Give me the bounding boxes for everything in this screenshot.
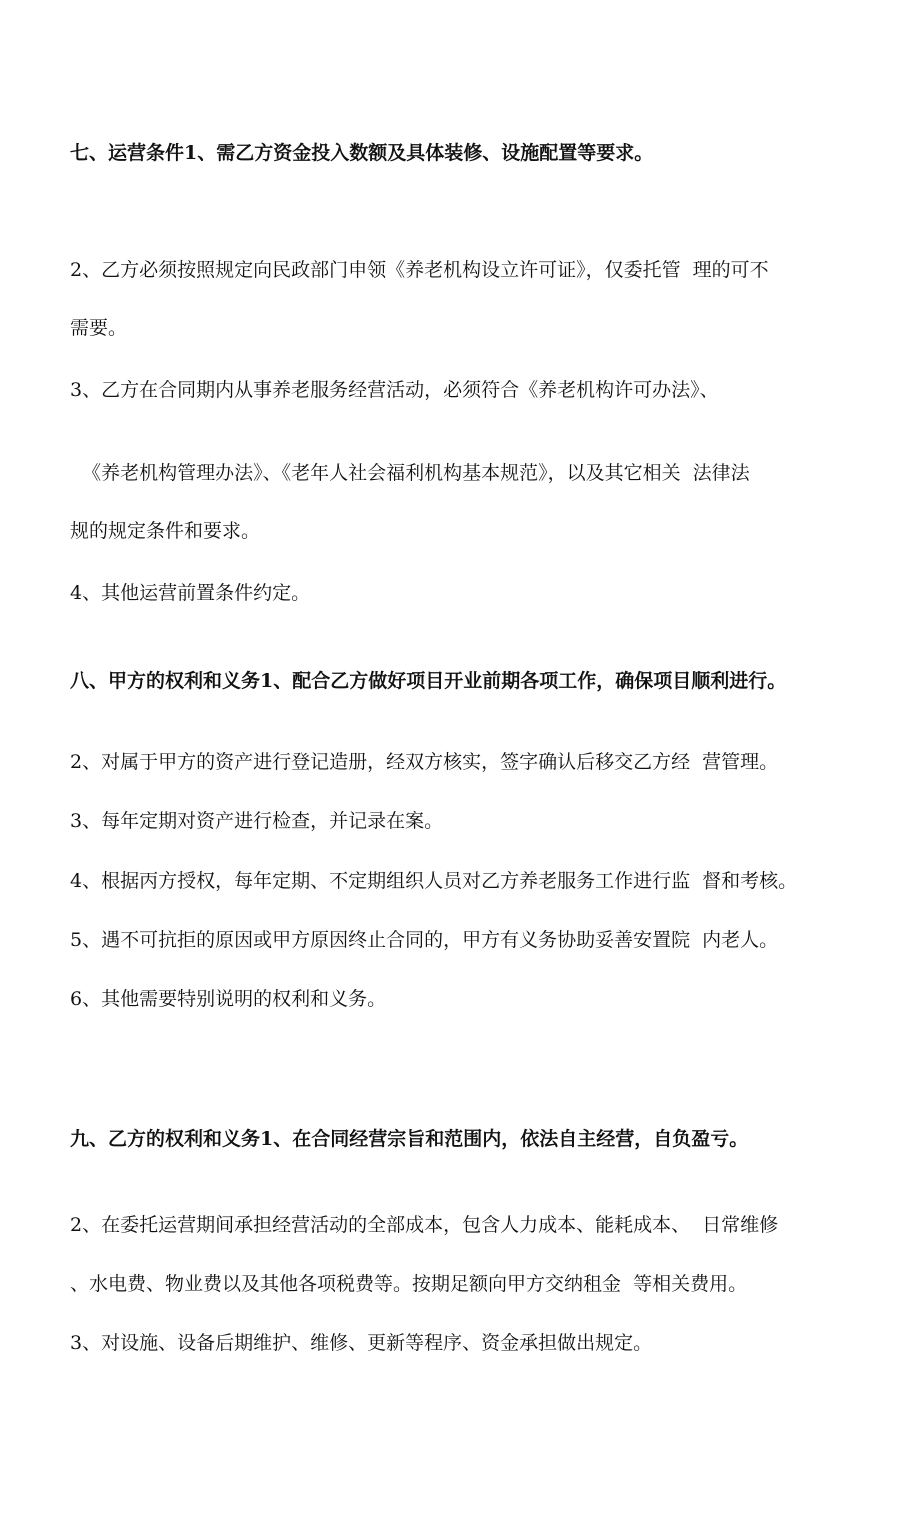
- section-9-item-2-line-2: 、水电费、物业费以及其他各项税费等。按期足额向甲方交纳租金 等相关费用。: [70, 1273, 748, 1295]
- section-9-item-3: 3、对设施、设备后期维护、维修、更新等程序、资金承担做出规定。: [70, 1332, 653, 1354]
- section-7-item-3-line-1: 3、乙方在合同期内从事养老服务经营活动，必须符合《养老机构许可办法》、: [70, 379, 719, 401]
- section-9-heading: 九、乙方的权利和义务1、在合同经营宗旨和范围内，依法自主经营，自负盈亏。: [70, 1128, 749, 1150]
- section-9-item-2-line-1: 2、在委托运营期间承担经营活动的全部成本，包含人力成本、能耗成本、 日常维修: [70, 1214, 779, 1236]
- section-8-item-4: 4、根据丙方授权，每年定期、不定期组织人员对乙方养老服务工作进行监 督和考核。: [70, 870, 798, 892]
- section-7-heading: 七、运营条件1、需乙方资金投入数额及具体装修、设施配置等要求。: [70, 142, 654, 164]
- section-8-item-5: 5、遇不可抗拒的原因或甲方原因终止合同的，甲方有义务协助妥善安置院 内老人。: [70, 929, 779, 951]
- section-8-heading: 八、甲方的权利和义务1、配合乙方做好项目开业前期各项工作，确保项目顺利进行。: [70, 670, 787, 692]
- section-7-item-2-line-2: 需要。: [70, 317, 128, 339]
- section-7-item-3-line-3: 规的规定条件和要求。: [70, 520, 261, 542]
- section-8-item-3: 3、每年定期对资产进行检查，并记录在案。: [70, 810, 444, 832]
- section-8-item-6: 6、其他需要特别说明的权利和义务。: [70, 988, 387, 1010]
- section-7-item-3-line-2: 《养老机构管理办法》、《老年人社会福利机构基本规范》，以及其它相关 法律法: [70, 462, 750, 484]
- section-7-item-2-line-1: 2、乙方必须按照规定向民政部门申领《养老机构设立许可证》，仅委托管 理的可不: [70, 259, 769, 281]
- section-8-item-2: 2、对属于甲方的资产进行登记造册，经双方核实，签字确认后移交乙方经 营管理。: [70, 751, 779, 773]
- section-7-item-4: 4、其他运营前置条件约定。: [70, 582, 311, 604]
